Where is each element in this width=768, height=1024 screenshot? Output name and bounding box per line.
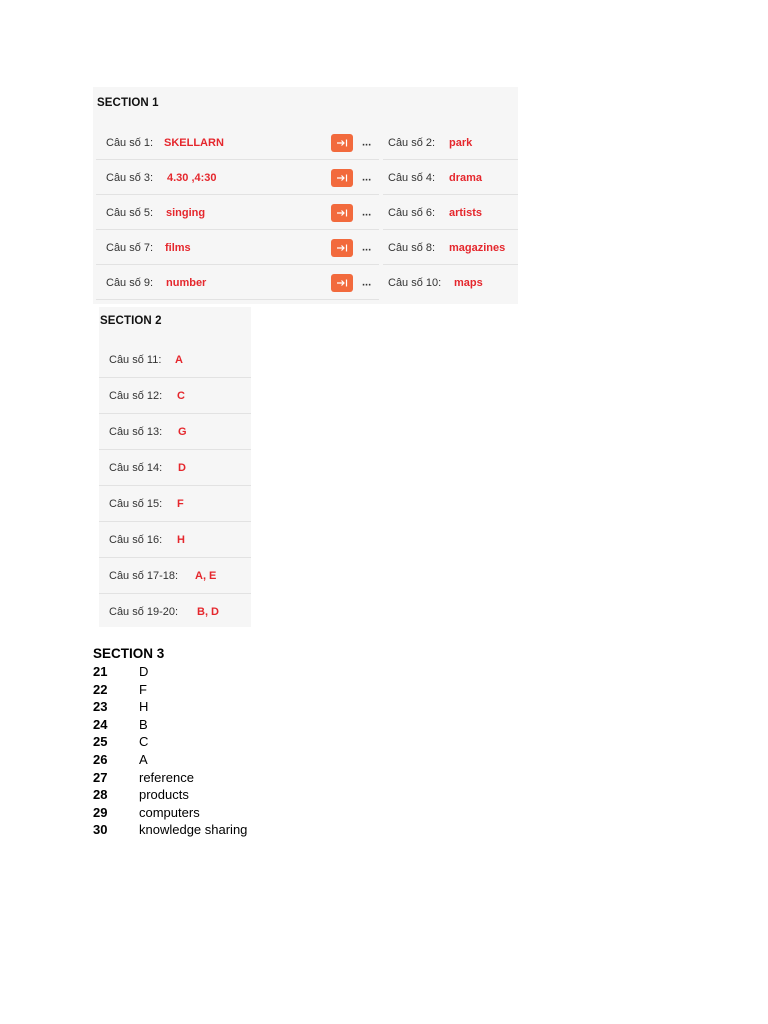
question-number: 26 — [93, 751, 108, 767]
section1-panel — [93, 87, 518, 304]
question-label: Câu số 12: — [109, 390, 163, 402]
question-number: 24 — [93, 716, 108, 732]
jump-button[interactable] — [331, 204, 353, 222]
question-answer: D — [178, 462, 186, 474]
answer-row — [93, 786, 189, 804]
question-label: Câu số 13: — [109, 426, 163, 438]
question-answer: A — [139, 751, 148, 767]
section2-panel — [99, 307, 251, 627]
question-answer: D — [139, 664, 149, 679]
question-answer: artists — [449, 206, 483, 219]
question-answer: F — [139, 681, 147, 697]
question-answer: A, E — [195, 570, 217, 582]
section1-row — [96, 160, 516, 195]
arrow-to-line-icon — [336, 208, 348, 218]
jump-button[interactable] — [331, 239, 353, 257]
question-label: Câu số 16: — [109, 534, 163, 546]
answer-row — [93, 733, 164, 751]
section2-row — [99, 414, 251, 450]
question-answer: maps — [454, 276, 483, 289]
question-label: Câu số 2: — [388, 136, 436, 149]
question-answer: products — [139, 787, 189, 803]
question-label: Câu số 7: — [106, 241, 154, 254]
question-answer: drama — [449, 171, 483, 184]
question-answer: F — [177, 498, 184, 510]
question-answer: films — [165, 241, 191, 254]
answer-row — [93, 716, 164, 734]
question-answer: H — [177, 534, 185, 546]
ellipsis: ... — [362, 170, 372, 183]
section2-row — [99, 378, 251, 414]
question-label: Câu số 3: — [106, 171, 154, 184]
answer-row — [93, 751, 164, 769]
question-answer: A — [175, 354, 183, 366]
arrow-to-line-icon — [336, 173, 348, 183]
question-number: 29 — [93, 804, 108, 820]
answer-row — [93, 663, 164, 681]
ellipsis: ... — [362, 275, 372, 288]
question-answer: knowledge sharing — [139, 822, 248, 838]
question-label: Câu số 1: — [106, 136, 154, 149]
question-answer: B — [139, 716, 148, 732]
question-number: 28 — [93, 787, 108, 803]
section2-row — [99, 594, 251, 630]
ellipsis: ... — [362, 135, 372, 148]
section2-title: SECTION 2 — [100, 315, 162, 327]
question-label: Câu số 8: — [388, 241, 436, 254]
question-number: 23 — [93, 699, 108, 715]
jump-button[interactable] — [331, 274, 353, 292]
section1-title: SECTION 1 — [97, 97, 159, 109]
section3-block — [93, 645, 248, 839]
question-number: 25 — [93, 734, 108, 750]
question-label: Câu số 11: — [109, 354, 162, 366]
question-label: Câu số 4: — [388, 171, 436, 184]
arrow-to-line-icon — [336, 243, 348, 253]
question-number: 27 — [93, 769, 108, 785]
question-answer: C — [139, 734, 149, 750]
ellipsis: ... — [362, 240, 372, 253]
question-answer: C — [177, 390, 185, 402]
question-answer: 4.30 ,4:30 — [167, 171, 217, 184]
question-answer: magazines — [449, 241, 506, 254]
section1-row — [96, 125, 516, 160]
section2-row — [99, 486, 251, 522]
section2-row — [99, 558, 251, 594]
question-answer: SKELLARN — [164, 136, 224, 149]
question-label: Câu số 5: — [106, 206, 154, 219]
section2-row — [99, 522, 251, 558]
answer-row — [93, 769, 194, 787]
answer-row — [93, 681, 164, 699]
question-label: Câu số 14: — [109, 462, 163, 474]
ellipsis: ... — [362, 205, 372, 218]
section3-title: SECTION 3 — [93, 646, 165, 661]
answer-row — [93, 821, 248, 839]
section2-row — [99, 450, 251, 486]
jump-button[interactable] — [331, 169, 353, 187]
question-label: Câu số 6: — [388, 206, 436, 219]
question-label: Câu số 9: — [106, 276, 154, 289]
arrow-to-line-icon — [336, 278, 348, 288]
question-answer: B, D — [197, 606, 219, 618]
question-answer: number — [166, 276, 207, 289]
arrow-to-line-icon — [336, 138, 348, 148]
question-number: 22 — [93, 681, 108, 697]
question-label: Câu số 17-18: — [109, 570, 179, 582]
question-answer: reference — [139, 769, 194, 785]
answer-row — [93, 804, 200, 822]
section1-row — [96, 230, 516, 265]
question-answer: G — [178, 426, 187, 438]
question-label: Câu số 19-20: — [109, 606, 179, 618]
question-label: Câu số 15: — [109, 498, 163, 510]
jump-button[interactable] — [331, 134, 353, 152]
section1-row — [96, 265, 516, 300]
question-answer: H — [139, 699, 149, 715]
section2-row — [99, 342, 251, 378]
question-answer: computers — [139, 804, 200, 820]
question-number: 21 — [93, 664, 108, 679]
question-answer: park — [449, 136, 473, 149]
question-answer: singing — [166, 206, 206, 219]
question-label: Câu số 10: — [388, 276, 442, 289]
section1-row — [96, 195, 516, 230]
question-number: 30 — [93, 822, 108, 838]
answer-row — [93, 698, 164, 716]
